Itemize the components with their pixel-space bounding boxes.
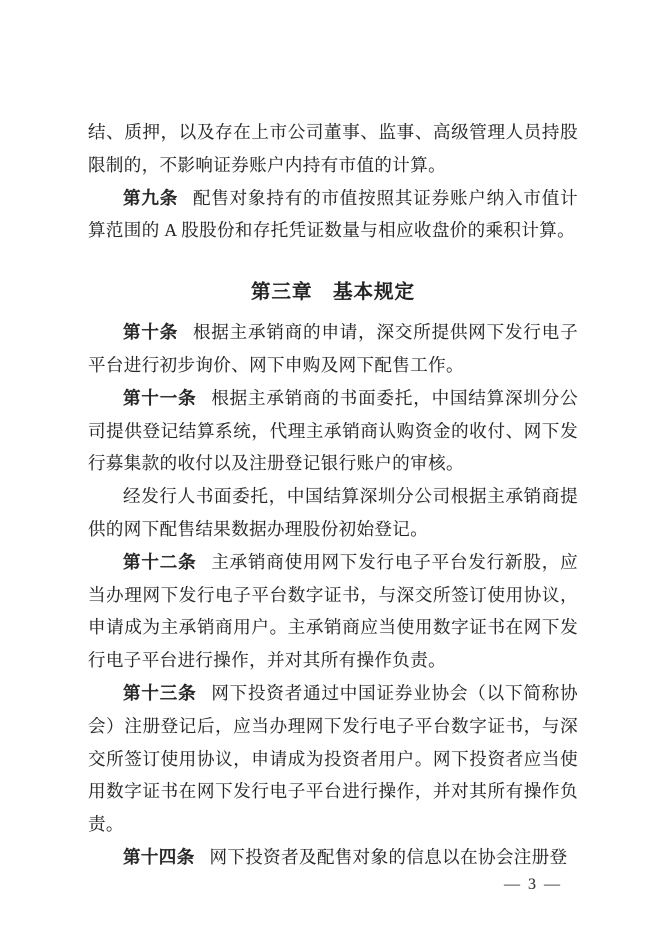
- article-paragraph: 第十一条 根据主承销商的书面委托，中国结算深圳分公司提供登记结算系统，代理主承销商认购资金的收付、网下发行募集款的收付以及注册登记银行账户的审核。: [88, 387, 578, 474]
- article-number-label: 第九条: [123, 187, 179, 208]
- document-body: [88, 116, 578, 874]
- article-number-label: 第十一条: [123, 387, 197, 408]
- article-paragraph: 第十条 根据主承销商的申请，深交所提供网下发行电子平台进行初步询价、网下申购及网下配售工作。: [88, 322, 578, 375]
- page-number: — 3 —: [504, 876, 562, 893]
- article-number-label: 第十三条: [123, 682, 197, 703]
- article-number-label: 第十四条: [123, 846, 195, 867]
- chapter-heading: 第三章 基本规定: [250, 282, 415, 304]
- article-paragraph: 第十三条 网下投资者通过中国证券业协会（以下简称协会）注册登记后，应当办理网下发行电子平台数字证书，与深交所签订使用协议，申请成为投资者用户。网下投资者应当使用数字证书在网下发行电子平台进行操作，并对其所有操作负责。: [88, 682, 578, 835]
- article-number-label: 第十二条: [123, 551, 197, 572]
- article-paragraph: 第十四条 网下投资者及配售对象的信息以在协会注册登: [123, 846, 568, 867]
- article-paragraph: 第十二条 主承销商使用网下发行电子平台发行新股，应当办理网下发行电子平台数字证书，与深交所签订使用协议，申请成为主承销商用户。主承销商应当使用数字证书在网下发行电子平台进行操作，并对其所有操作负责。: [88, 551, 578, 671]
- body-paragraph: 结、质押，以及存在上市公司董事、监事、高级管理人员持股限制的，不影响证券账户内持有市值的计算。: [88, 122, 578, 175]
- body-paragraph: 经发行人书面委托，中国结算深圳分公司根据主承销商提供的网下配售结果数据办理股份初始登记。: [88, 486, 578, 539]
- article-number-label: 第十条: [123, 322, 179, 343]
- article-paragraph: 第九条 配售对象持有的市值按照其证券账户纳入市值计算范围的 A 股股份和存托凭证数量与相应收盘价的乘积计算。: [88, 187, 578, 241]
